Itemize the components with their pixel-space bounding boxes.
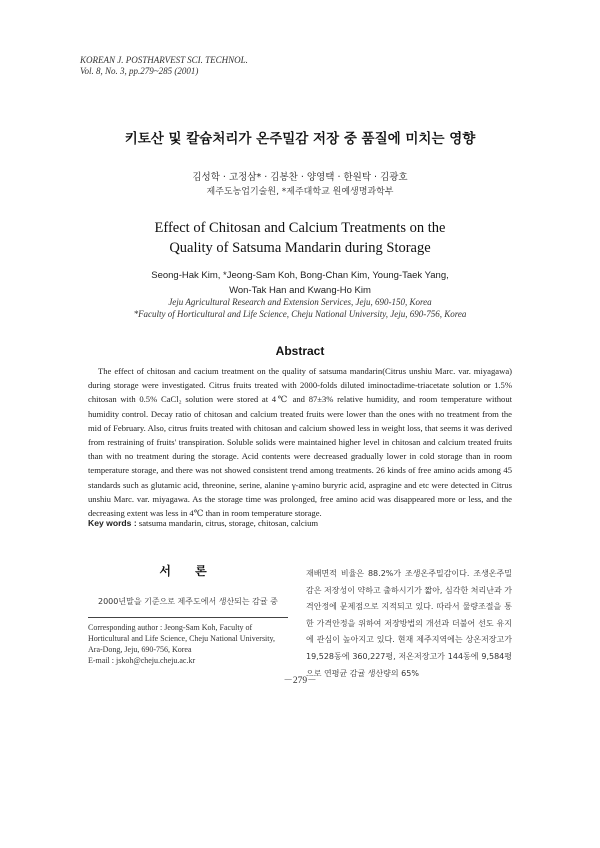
footnote-email: E-mail : jskoh@cheju.cheju.ac.kr <box>88 656 196 665</box>
footnote-line1: Corresponding author : Jeong-Sam Koh, Faculty of <box>88 623 253 632</box>
corresponding-author-footnote <box>88 622 288 666</box>
keywords-label: Key words : <box>88 518 137 528</box>
footnote-divider <box>88 617 288 618</box>
keywords-text: satsuma mandarin, citrus, storage, chitosan, calcium <box>138 518 319 528</box>
english-affiliation <box>0 296 600 320</box>
journal-issue: Vol. 8, No. 3, pp.279~285 (2001) <box>80 66 199 76</box>
english-affiliation-line2: *Faculty of Horticultural and Life Science, Cheju National University, Jeju, 690-756, Korea <box>133 309 467 319</box>
footnote-line3: Ara-Dong, Jeju, 690-756, Korea <box>88 645 192 654</box>
korean-title: 키토산 및 칼슘처리가 온주밀감 저장 중 품질에 미치는 영향 <box>124 131 476 147</box>
introduction-right-text: 재배면적 비율은 88.2%가 조생온주밀감이다. 조생온주밀감은 저장성이 약하고 출하시기가 짧아, 심각한 처리난과 가격안정에 문제점으로 지적되고 있다. 따라서 물량조절을 통한 가격안정을 위하여 저장방법의 개선과 더불어 선도 유지에 관심이 높아지고 있다. 현재 제주지역에는 상온저장고가 19,528동에 360,227평, 저온저장고가 144동에 9,584평으로 연평균 감귤 생산량의 65% <box>306 569 512 678</box>
english-title <box>0 218 600 258</box>
page-number: －279－ <box>283 676 317 686</box>
korean-affiliation: 제주도농업기술원, *제주대학교 원예생명과학부 <box>206 187 394 197</box>
introduction-heading: 서 론 <box>159 564 217 578</box>
english-authors-line2: Won-Tak Han and Kwang-Ho Kim <box>229 285 371 296</box>
abstract-heading: Abstract <box>275 344 325 358</box>
english-authors-line1: Seong-Hak Kim, *Jeong-Sam Koh, Bong-Chan Kim, Young-Taek Yang, <box>151 270 449 281</box>
english-affiliation-line1: Jeju Agricultural Research and Extension Services, Jeju, 690-150, Korea <box>168 297 432 307</box>
korean-authors: 김성학 · 고정삼* · 김봉찬 · 양영택 · 한원탁 · 김광호 <box>192 172 408 183</box>
introduction-left-text: 2000년말을 기준으로 제주도에서 생산되는 감귤 중 <box>98 597 278 606</box>
abstract-text: The effect of chitosan and cacium treatment on the quality of satsuma mandarin(Citrus unshiu Marc. var. miyagawa) during storage were investigated. Citrus fruits treated with 2000-folds diluted iminoctadime-triacetate solution or 1.5% chitosan with 0.5% CaCl₂ solution were stored at 4℃ and 87±3% relative humidity, and room temperature without humidity control. Decay ratio of chitosan and calcium treated fruits were lower than the ones with no treatment from the mid of February. Also, citrus fruits treated with chitosan and calcium showed less in weight loss, that seems it was derived from restraining of fruits' transpiration. Soluble solids were maintained higher level in chitosan and calcium treated fruits than with no treatment during the storage. Acid contents were decreased gradually lower in cold storage than in room temperature storage, and there was not showed consistent trend among treatments. 26 kinds of free amino acids among 45 standards such as glutamic acid, threonine, serine, alanine γ-amino buryric acid, aspragine and etc were detected in Citrus unshiu Marc. var. miyagawa. As the storage time was prolonged, free amino acid was disappeared more or less, and the decreasing extent was less in 4℃ than in room temperature storage. <box>88 366 512 519</box>
english-title-line2: Quality of Satsuma Mandarin during Storage <box>169 240 431 256</box>
journal-header <box>80 55 248 77</box>
english-authors <box>0 268 600 298</box>
keywords <box>88 517 518 529</box>
footnote-line2: Horticultural and Life Science, Cheju National University, <box>88 634 275 643</box>
english-title-line1: Effect of Chitosan and Calcium Treatments on the <box>154 220 446 236</box>
journal-name: KOREAN J. POSTHARVEST SCI. TECHNOL. <box>80 55 248 65</box>
